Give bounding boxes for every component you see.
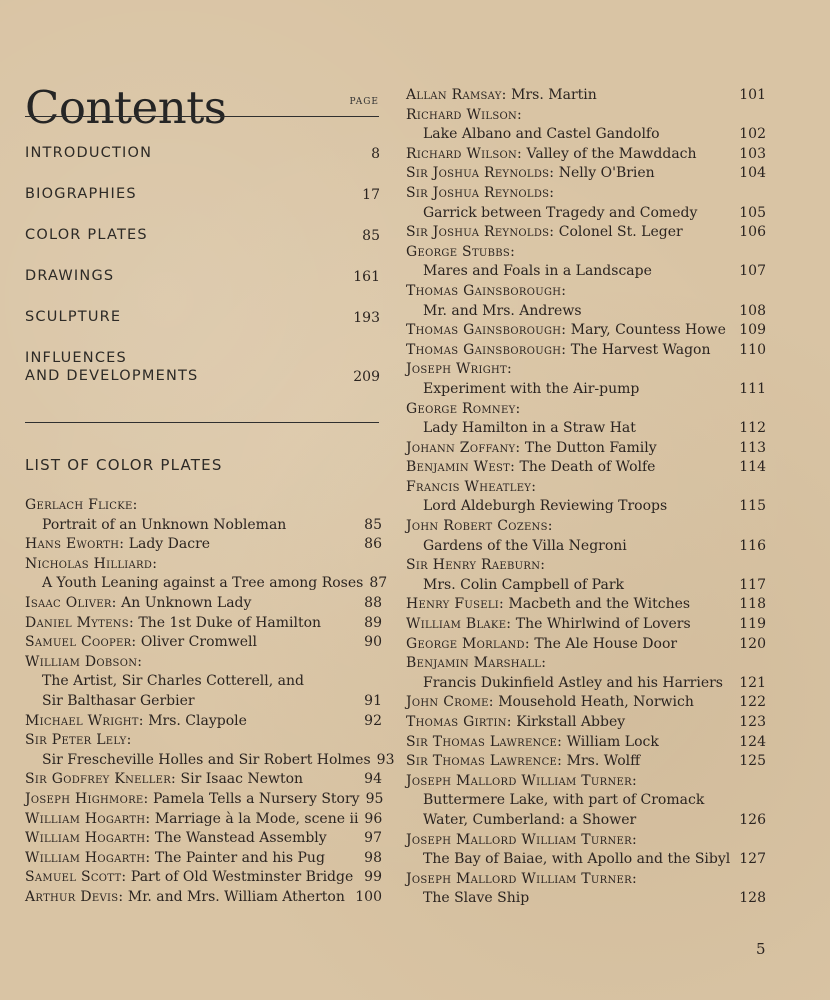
plate-entry	[406, 713, 766, 733]
plate-page: 91	[364, 692, 382, 709]
plate-line	[406, 713, 625, 733]
plate-title-row	[406, 204, 766, 224]
plate-title: Mares and Foals in a Landscape	[423, 263, 652, 280]
plate-row	[25, 614, 382, 634]
plate-page: 114	[739, 459, 766, 476]
plate-artist: Gerlach Flicke:	[25, 497, 138, 513]
plate-entry	[25, 496, 382, 535]
plate-artist: Isaac Oliver:	[25, 594, 117, 611]
plate-title-continued: Sir Balthasar Gerbier	[42, 692, 195, 709]
plate-artist: George Romney:	[406, 400, 521, 417]
plate-line	[406, 635, 677, 655]
section-entry	[25, 226, 380, 244]
plate-artist: Nicholas Hilliard:	[25, 555, 158, 572]
section-entry	[25, 144, 380, 162]
plate-entry	[406, 831, 766, 870]
plate-page: 110	[739, 341, 766, 358]
plate-entry	[406, 772, 766, 831]
plate-page: 121	[739, 674, 766, 691]
plate-artist: Joseph Mallord William Turner:	[406, 870, 637, 887]
plate-artist: Sir Joshua Reynolds:	[406, 224, 555, 241]
plate-page: 122	[739, 694, 766, 711]
plate-title: Part of Old Westminster Bridge	[130, 869, 354, 886]
plate-entry	[406, 752, 766, 772]
plate-entry	[25, 810, 382, 830]
section-label: INFLUENCES AND DEVELOPMENTS	[25, 350, 199, 384]
plate-page: 120	[739, 635, 766, 652]
section-page: 17	[362, 187, 380, 203]
plate-artist: John Robert Cozens:	[406, 518, 553, 535]
plate-row	[25, 594, 382, 614]
plate-row	[406, 86, 766, 106]
plate-title: Nelly O'Brien	[558, 165, 655, 182]
plate-line	[25, 868, 353, 888]
plate-entry	[406, 733, 766, 753]
page-number: 5	[756, 940, 766, 958]
plate-title-row	[406, 850, 766, 870]
plate-title-row	[406, 576, 766, 596]
plate-artist-row	[406, 831, 766, 851]
plate-row	[406, 341, 766, 361]
plate-artist: Francis Wheatley:	[406, 478, 537, 495]
plate-line	[406, 693, 694, 713]
plate-artist: Samuel Scott:	[25, 869, 127, 886]
plate-title: Valley of the Mawddach	[526, 145, 697, 162]
plate-entry	[406, 517, 766, 556]
plate-title: Colonel St. Leger	[558, 224, 683, 241]
plate-row	[25, 849, 382, 869]
section-divider	[25, 422, 379, 423]
plate-row	[406, 615, 766, 635]
plate-row	[25, 829, 382, 849]
plate-title: The Whirlwind of Lovers	[515, 616, 691, 633]
plate-entry	[406, 870, 766, 909]
plate-artist: William Hogarth:	[25, 849, 151, 866]
plate-page: 117	[739, 576, 766, 593]
plate-title-row	[25, 574, 388, 594]
plate-artist: Benjamin Marshall:	[406, 655, 547, 672]
plates-list-right	[406, 86, 766, 909]
plate-page: 115	[739, 498, 766, 515]
plate-page: 119	[739, 616, 766, 633]
plate-title-row	[25, 516, 382, 536]
plate-title: Portrait of an Unknown Nobleman	[42, 516, 287, 533]
plate-page: 102	[739, 126, 766, 143]
plate-title-row	[25, 751, 395, 771]
plate-artist-row	[406, 400, 766, 420]
section-page: 193	[353, 310, 380, 326]
plate-entry	[406, 360, 766, 399]
plate-artist: Johann Zoffany:	[406, 439, 521, 456]
plate-title: William Lock	[566, 733, 659, 750]
plate-page: 116	[739, 537, 766, 554]
plate-row	[406, 635, 766, 655]
plate-page: 85	[364, 516, 382, 533]
plate-artist-row	[406, 184, 766, 204]
plate-artist: Sir Joshua Reynolds:	[406, 165, 555, 182]
plate-title-row	[406, 674, 766, 694]
plate-artist-row	[406, 517, 766, 537]
plate-artist: William Dobson:	[25, 653, 143, 670]
title-row	[25, 55, 381, 135]
plate-artist-row	[406, 360, 766, 380]
plate-page: 109	[739, 322, 766, 339]
section-page: 8	[371, 146, 380, 162]
plate-title-row	[406, 262, 766, 282]
plate-title-row	[25, 672, 382, 692]
section-page: 85	[362, 228, 380, 244]
plate-entry	[406, 458, 766, 478]
plate-artist-row	[25, 555, 382, 575]
plate-row	[25, 633, 382, 653]
plate-entry	[25, 555, 388, 594]
plate-line	[406, 733, 659, 753]
plate-artist: Sir Peter Lely:	[25, 732, 132, 749]
plate-artist: John Crome:	[406, 694, 494, 711]
plate-title: Sir Isaac Newton	[180, 771, 304, 788]
plate-title: Mousehold Heath, Norwich	[498, 694, 694, 711]
plate-title-row	[25, 692, 382, 712]
section-entry	[25, 308, 380, 326]
plate-title-row	[406, 497, 766, 517]
plate-line	[406, 86, 597, 106]
plate-page: 118	[739, 596, 766, 613]
plate-title: Garrick between Tragedy and Comedy	[423, 204, 698, 221]
plate-row	[25, 712, 382, 732]
plate-page: 126	[739, 811, 766, 828]
section-entry	[25, 349, 380, 385]
plate-line	[406, 752, 640, 772]
plate-entry	[406, 341, 766, 361]
plates-list-left	[25, 496, 395, 907]
plate-title: Gardens of the Villa Negroni	[423, 537, 627, 554]
plate-artist: Henry Fuseli:	[406, 596, 505, 613]
plate-artist: Sir Joshua Reynolds:	[406, 184, 555, 201]
plate-row	[25, 888, 382, 908]
contents-header	[25, 55, 381, 135]
plate-entry	[406, 400, 766, 439]
plate-artist: William Blake:	[406, 616, 512, 633]
plate-page: 127	[739, 851, 766, 868]
plate-artist: Daniel Mytens:	[25, 614, 134, 631]
plate-title: The 1st Duke of Hamilton	[138, 614, 322, 631]
plate-title: Mrs. Colin Campbell of Park	[423, 576, 624, 593]
plate-line	[25, 594, 251, 614]
plate-artist-row	[406, 478, 766, 498]
plate-line	[406, 341, 710, 361]
plate-entry	[406, 654, 766, 693]
plate-title: The Painter and his Pug	[154, 849, 325, 866]
plate-page: 88	[364, 594, 382, 611]
section-label: DRAWINGS	[25, 268, 115, 284]
plate-line	[25, 810, 358, 830]
plate-row	[406, 713, 766, 733]
plate-page: 87	[369, 575, 388, 592]
plate-entry	[406, 282, 766, 321]
plate-line	[406, 164, 655, 184]
plate-entry	[406, 184, 766, 223]
plate-artist: Samuel Cooper:	[25, 634, 137, 651]
section-label: COLOR PLATES	[25, 227, 148, 243]
plate-artist-row	[25, 653, 382, 673]
plate-title: Kirkstall Abbey	[516, 714, 626, 730]
plate-artist-row	[406, 654, 766, 674]
plate-page: 100	[355, 888, 382, 905]
plate-title: Lady Hamilton in a Straw Hat	[423, 420, 636, 437]
plate-title: Experiment with the Air-pump	[423, 380, 640, 397]
plate-artist-row	[406, 870, 766, 890]
plate-line	[25, 790, 360, 810]
plate-row	[406, 223, 766, 243]
plate-title: Oliver Cromwell	[140, 634, 258, 651]
header-divider	[25, 116, 379, 117]
section-entry	[25, 185, 380, 203]
plate-title: Buttermere Lake, with part of Cromack	[423, 792, 705, 809]
plate-artist: Arthur Devis:	[25, 888, 124, 905]
plate-title: A Youth Leaning against a Tree among Roses	[42, 575, 364, 592]
plate-artist-row	[25, 731, 382, 751]
plate-artist: Sir Thomas Lawrence:	[406, 753, 563, 770]
plate-row	[406, 145, 766, 165]
plate-entry	[406, 439, 766, 459]
plate-title: Sir Frescheville Holles and Sir Robert Holmes	[42, 751, 371, 768]
plate-title: Mr. and Mrs. Andrews	[423, 302, 582, 319]
plate-artist: William Hogarth:	[25, 810, 151, 827]
plate-title: The Bay of Baiae, with Apollo and the Sibyl	[423, 851, 731, 868]
plate-title-continued: Water, Cumberland: a Shower	[423, 811, 637, 828]
plate-entry	[25, 770, 382, 790]
section-page: 209	[353, 369, 380, 385]
plate-entry	[25, 594, 382, 614]
plate-artist: Joseph Wright:	[406, 361, 513, 378]
plate-page: 123	[739, 714, 766, 730]
plate-entry	[406, 164, 766, 184]
plate-entry	[406, 595, 766, 615]
plate-page: 97	[364, 830, 382, 847]
plate-page: 112	[739, 420, 766, 437]
plate-line	[25, 633, 257, 653]
page-title: Contents	[25, 81, 227, 135]
plate-row	[25, 790, 382, 810]
plate-title: Mrs. Martin	[511, 87, 597, 103]
plate-row	[406, 752, 766, 772]
plate-page: 96	[364, 810, 383, 827]
plate-title: Francis Dukinfield Astley and his Harriers	[423, 674, 723, 691]
plate-title: The Ale House Door	[534, 635, 678, 652]
plate-title-row	[406, 380, 766, 400]
plate-title: The Slave Ship	[423, 890, 530, 907]
plate-page: 124	[739, 733, 766, 750]
plate-artist: Richard Wilson:	[406, 106, 523, 123]
plate-artist-row	[406, 106, 766, 126]
section-page: 161	[353, 269, 380, 285]
plate-entry	[406, 223, 766, 243]
plate-page: 86	[364, 536, 382, 553]
plate-page: 92	[364, 712, 382, 729]
plate-row	[406, 693, 766, 713]
section-label: BIOGRAPHIES	[25, 186, 137, 202]
plate-title-row	[406, 302, 766, 322]
plate-page: 106	[739, 224, 766, 241]
plate-artist: Joseph Mallord William Turner:	[406, 772, 637, 789]
plate-title-row	[406, 811, 766, 831]
section-label: INTRODUCTION	[25, 145, 153, 161]
plate-page: 104	[739, 165, 766, 182]
plate-line	[406, 458, 655, 478]
plate-line	[25, 770, 303, 790]
plate-artist-row	[406, 243, 766, 263]
plate-row	[25, 770, 382, 790]
plate-line	[25, 535, 210, 555]
plate-page: 95	[365, 790, 384, 807]
plate-line	[406, 145, 697, 165]
plate-artist: Joseph Highmore:	[25, 790, 149, 807]
plate-line	[25, 614, 321, 634]
plate-artist: George Stubbs:	[406, 243, 516, 260]
plate-entry	[25, 829, 382, 849]
plate-entry	[406, 145, 766, 165]
plate-entry	[25, 731, 395, 770]
plate-artist: Benjamin West:	[406, 459, 516, 476]
plate-line	[25, 829, 327, 849]
plate-page: 103	[739, 145, 766, 162]
plate-page: 90	[364, 634, 382, 651]
plate-title-row	[406, 419, 766, 439]
plate-title: The Artist, Sir Charles Cotterell, and	[42, 673, 304, 690]
plate-page: 125	[739, 753, 766, 770]
plate-entry	[406, 321, 766, 341]
plate-entry	[25, 653, 382, 712]
plate-page: 94	[364, 771, 382, 788]
plate-row	[406, 439, 766, 459]
plate-title: Lake Albano and Castel Gandolfo	[423, 126, 660, 143]
plate-title: Macbeth and the Witches	[508, 596, 691, 613]
plate-artist-row	[25, 496, 382, 516]
plate-row	[406, 164, 766, 184]
plate-page: 99	[364, 869, 382, 886]
plate-entry	[406, 243, 766, 282]
plate-row	[406, 321, 766, 341]
plate-artist: Thomas Gainsborough:	[406, 282, 567, 299]
section-entry	[25, 267, 380, 285]
plate-artist: Joseph Mallord William Turner:	[406, 831, 637, 848]
plate-artist: George Morland:	[406, 635, 530, 652]
plate-line	[25, 888, 345, 908]
plate-title: Mrs. Claypole	[148, 712, 247, 729]
plate-artist-row	[406, 772, 766, 792]
plate-artist: Thomas Gainsborough:	[406, 322, 567, 339]
plate-line	[406, 223, 683, 243]
plate-title: Mr. and Mrs. William Atherton	[127, 888, 345, 905]
plate-page: 107	[739, 263, 766, 280]
plate-entry	[25, 888, 382, 908]
plate-artist: Thomas Girtin:	[406, 714, 512, 730]
plate-page: 105	[739, 204, 766, 221]
plate-title: The Dutton Family	[524, 439, 657, 456]
plate-entry	[25, 849, 382, 869]
plate-page: 108	[739, 302, 766, 319]
plate-row	[25, 868, 382, 888]
plate-page: 128	[739, 890, 766, 907]
plate-entry	[406, 106, 766, 145]
plate-entry	[406, 635, 766, 655]
plate-title: An Unknown Lady	[121, 594, 252, 611]
plate-artist: Michael Wright:	[25, 712, 144, 729]
plate-row	[25, 810, 382, 830]
section-label: SCULPTURE	[25, 309, 122, 325]
plate-title: Pamela Tells a Nursery Story	[152, 790, 360, 807]
plate-entry	[25, 614, 382, 634]
plate-title: Lady Dacre	[128, 536, 211, 553]
plate-entry	[25, 790, 382, 810]
plate-entry	[406, 86, 766, 106]
plate-artist: Sir Godfrey Kneller:	[25, 771, 177, 788]
plate-artist: Hans Eworth:	[25, 536, 125, 553]
plate-page: 93	[376, 751, 395, 768]
plate-artist-row	[406, 556, 766, 576]
plate-artist: Allan Ramsay:	[406, 87, 507, 103]
plate-entry	[406, 556, 766, 595]
plate-page: 111	[739, 380, 766, 397]
plate-title: The Death of Wolfe	[519, 459, 656, 476]
plate-line	[406, 439, 657, 459]
plate-row	[406, 733, 766, 753]
plate-artist: Thomas Gainsborough:	[406, 341, 567, 358]
plate-title-row	[406, 889, 766, 909]
plate-title: The Wanstead Assembly	[154, 830, 327, 847]
plate-line	[25, 849, 325, 869]
plate-page: 89	[364, 614, 382, 631]
plate-page: 113	[739, 439, 766, 456]
plate-title-row	[406, 125, 766, 145]
plate-row	[406, 458, 766, 478]
plate-title: Mrs. Wolff	[566, 753, 641, 770]
plate-title: Mary, Countess Howe	[570, 322, 726, 339]
plate-artist: William Hogarth:	[25, 830, 151, 847]
plate-artist: Richard Wilson:	[406, 145, 523, 162]
plate-title: Marriage à la Mode, scene ii	[154, 810, 359, 827]
plate-title-row	[406, 791, 766, 811]
plate-title-row	[406, 537, 766, 557]
plate-entry	[406, 693, 766, 713]
plate-row	[406, 595, 766, 615]
plate-entry	[25, 712, 382, 732]
plate-page: 101	[739, 87, 766, 103]
plate-artist-row	[406, 282, 766, 302]
plate-line	[406, 595, 690, 615]
plate-entry	[406, 615, 766, 635]
plate-line	[406, 615, 691, 635]
plate-page: 98	[364, 849, 382, 866]
plate-entry	[25, 633, 382, 653]
plate-entry	[406, 478, 766, 517]
plate-artist: Sir Thomas Lawrence:	[406, 733, 563, 750]
plates-list-heading: LIST OF COLOR PLATES	[25, 456, 223, 474]
plate-artist: Sir Henry Raeburn:	[406, 557, 546, 574]
plate-entry	[25, 868, 382, 888]
plate-title: Lord Aldeburgh Reviewing Troops	[423, 498, 668, 515]
page-column-label: PAGE	[349, 97, 379, 107]
plate-row	[25, 535, 382, 555]
plate-entry	[25, 535, 382, 555]
plate-line	[25, 712, 247, 732]
plate-line	[406, 321, 726, 341]
section-list	[25, 144, 380, 408]
plate-title: The Harvest Wagon	[570, 341, 711, 358]
